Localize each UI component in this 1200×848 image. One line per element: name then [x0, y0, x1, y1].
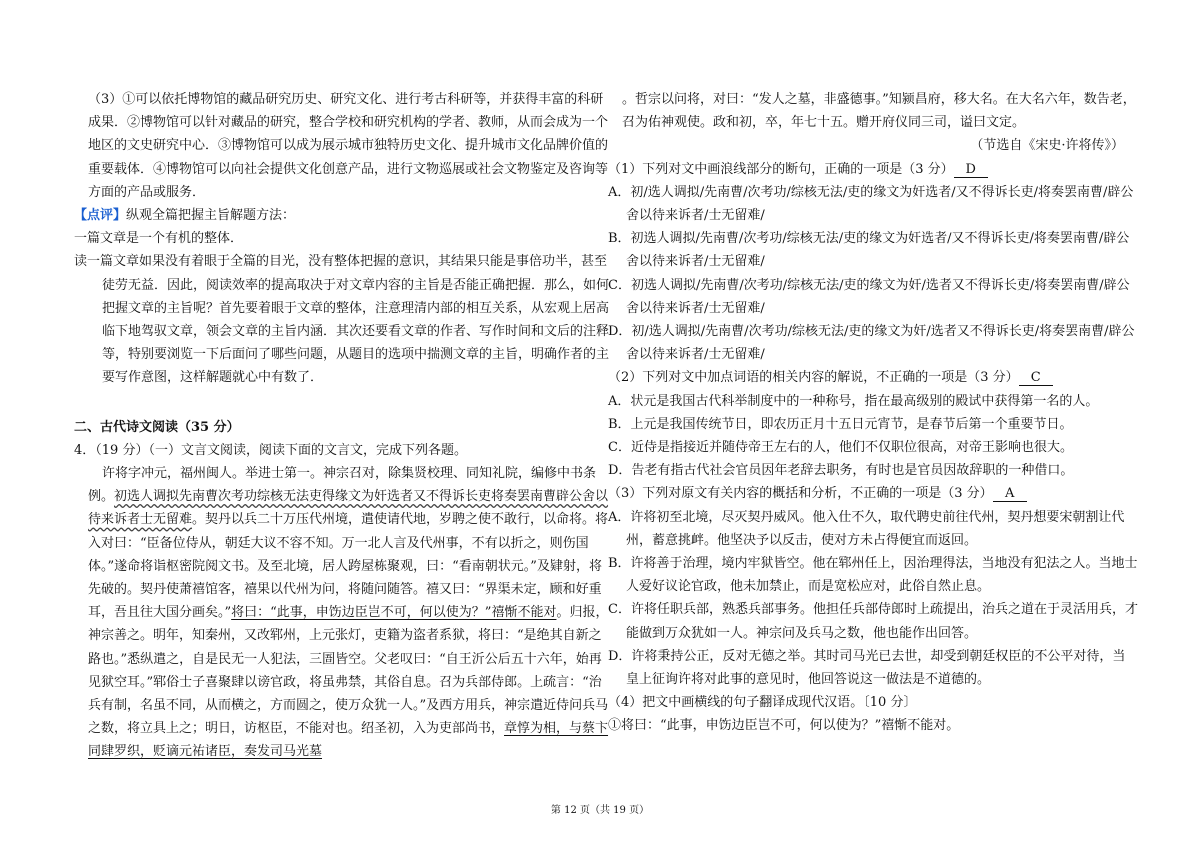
classical-text-end: 。哲宗以问将，对曰：“发人之墓，非盛德事。”知颍昌府，移大名。在大名六年，数告老，召为佑神观使。政和初，卒，年七十五。赠开府仪同三司，谥曰文定。 — [622, 92, 1136, 131]
subquestion-2-text: （2）下列对文中加点词语的相关内容的解说，不正确的一项是（3 分） — [608, 370, 1019, 386]
subquestion-3-text: （3）下列对原文有关内容的概括和分析，不正确的一项是（3 分） — [608, 486, 993, 502]
answer-blank-3: A — [993, 486, 1027, 502]
subquestion-1 — [608, 158, 1138, 181]
translation-item-1: ①将曰：“此事，申饬边臣岂不可，何以使为？”禧惭不能对。 — [608, 718, 960, 734]
comment-text: 纵观全篇把握主旨解题方法： — [126, 208, 296, 224]
subquestion-1-text: （1）下列对文中画浪线部分的断句，正确的一项是（3 分） — [608, 161, 954, 177]
comment-tag: 【点评】 — [74, 208, 127, 224]
classical-text — [74, 462, 614, 764]
wavy-underlined-text: 初选人调拟先南曹次考功综核无法吏得缘文为奸选者又不得诉长吏将奏罢南曹辟公舍以待来诉者士无留难 — [88, 489, 609, 528]
option-3d: D．许将秉持公正，反对无德之举。其时司马光已去世，却受到朝廷权臣的不公平对待，当皇上征询许将对此事的意见时，他回答说这一做法是不道德的。 — [608, 648, 1126, 688]
option-1c: C．初选人调拟/先南曹/次考功/综核无法/吏的缘文为奸/选者又不得诉长吏/将奏罢南曹/辟公舍以待来诉者/士无留难/ — [608, 277, 1130, 316]
answer-blank-2: C — [1019, 370, 1053, 386]
option-2c: C．近侍是指接近并随侍帝王左右的人，他们不仅职位很高，对帝王影响也很大。 — [608, 440, 1073, 456]
method-paragraph: 读一篇文章如果没有着眼于全篇的目光，没有整体把握的意识，其结果只能是事倍功半，甚至徒劳无益．因此，阅读效率的提高取决于对文章内容的主旨是否能正确把握．那么，如何把握文章的主旨呢？首先要着眼于文章的整体，注意理清内部的相互关系，从宏观上居高临下地驾驭文章，领会文章的主旨内涵．其次还要看文章的作者、写作时间和文后的注释等，特别要浏览一下后面问了哪些问题，从题目的选项中揣测文章的主旨，明确作者的主要写作意图，这样解题就心中有数了． — [74, 254, 610, 386]
text-part-2: 。契丹以兵二十万压代州境，遣使请代地，岁聘之使不敢行，以命将。将入对曰：“臣备位侍从，朝廷大议不容不知。万一北人言及代州事，不有以折之，则伤国体。”遂命将诣枢密院阅文书。及至北境，居人跨屋栋聚观，曰：“看南朝状元。”及肄射，将先破的。契丹使萧禧馆客，禧果以代州为问，将随问随答。禧又曰：“界渠未定，顾和好重耳，吾且往大国分画矣。” — [88, 512, 609, 621]
comment-line — [74, 204, 614, 227]
underlined-sentence-2: 章惇为相，与蔡卞同肆罗织，贬谪元祐诸臣，奏发司马光墓 — [88, 721, 609, 760]
answer-blank-1: D — [954, 162, 988, 178]
option-1a: A．初/选人调拟/先南曹/次考功/综核无法/吏的缘文为奸选者/又不得诉长吏/将奏罢南曹/辟公舍以待来诉者/士无留难/ — [608, 184, 1134, 224]
option-3b: B．许将善于治理，境内牢狱皆空。他在郓州任上，因治理得法，当地没有犯法之人。当地士人爱好议论官政，他未加禁止，而是宽松应对，此俗自然止息。 — [608, 556, 1138, 595]
option-1d: D．初/选人调拟/先南曹/次考功/综核无法/吏的缘文为奸/选者又不得诉长吏/将奏罢南曹/辟公舍以待来诉者/士无留难/ — [608, 324, 1135, 363]
subquestion-4: （4）把文中画横线的句子翻译成现代汉语。〔10 分〕 — [608, 695, 917, 711]
subquestion-3 — [608, 482, 1138, 505]
subquestion-2 — [608, 366, 1138, 389]
option-1b: B．初选人调拟/先南曹/次考功/综核无法/吏的缘文为奸选者/又不得诉长吏/将奏罢南曹/辟公舍以待来诉者/士无留难/ — [608, 231, 1130, 270]
answer-part-3: （3）①可以依托博物馆的藏品研究历史、研究文化、进行考古科研等，并获得丰富的科研成果．②博物馆可以针对藏品的研究，整合学校和研究机构的学者、教师，从而会成为一个地区的文史研究中心．③博物馆可以成为展示城市独特历史文化、提升城市文化品牌价值的重要载体．④博物馆可以向社会提供文化创意产品，进行文物巡展或社会文物鉴定及咨询等方面的产品或服务． — [88, 92, 609, 200]
text-part-3: 。归报，神宗善之。明年，知秦州，又改郓州，上元张灯，吏籍为盗者系狱，将曰：“是绝其自新之路也。”悉纵遣之，自是民无一人犯法，三圄皆空。父老叹曰：“自王沂公后五十六年，始再见狱空耳。”郓俗士子喜聚肆以谤官政，将虽弗禁，其俗自息。召为兵部侍郎。上疏言：“治兵有制，名虽不同，从而横之，方而圆之，使万众犹一人。”及西方用兵，神宗遣近侍问兵马之数，将立具上之；明日，访枢臣，不能对也。绍圣初，入为吏部尚书， — [88, 605, 609, 737]
text-part-1: 许将字冲元，福州闽人。举进士第一。神宗召对，除集贤校理、同知礼院，编修中书条例。 — [88, 466, 597, 505]
option-2a: A．状元是我国古代科举制度中的一种称号，指在最高级别的殿试中获得第一名的人。 — [608, 393, 1099, 409]
question-4-heading: 4．（19 分）（一）文言文阅读，阅读下面的文言文，完成下列各题。 — [74, 442, 467, 458]
left-column — [74, 88, 614, 764]
source-note: （节选自《宋史·许将传》） — [970, 138, 1124, 154]
page-footer: 第 12 页（共 19 页） — [550, 805, 650, 816]
right-column — [608, 88, 1138, 738]
option-3c: C．许将任职兵部，熟悉兵部事务。他担任兵部侍郎时上疏提出，治兵之道在于灵活用兵，才能做到万众犹如一人。神宗问及兵马之数，他也能作出回答。 — [608, 602, 1138, 641]
option-2d: D．告老有指古代社会官员因年老辞去职务，有时也是官员因故辞职的一种借口。 — [608, 463, 1074, 479]
option-3a: A．许将初至北境，尽灭契丹威风。他入仕不久，取代聘史前往代州，契丹想要宋朝割让代州，蓄意挑衅。他坚决予以反击，使对方未占得便宜而返回。 — [608, 509, 1125, 548]
method-line-1: 一篇文章是一个有机的整体． — [74, 231, 244, 247]
underlined-sentence-1: 将曰：“此事，申饬边臣岂不可，何以使为？”禧惭不能对 — [231, 605, 557, 621]
option-2b: B．上元是我国传统节日，即农历正月十五日元宵节，是春节后第一个重要节日。 — [608, 416, 1073, 432]
section-heading: 二、古代诗文阅读（35 分） — [74, 419, 240, 435]
